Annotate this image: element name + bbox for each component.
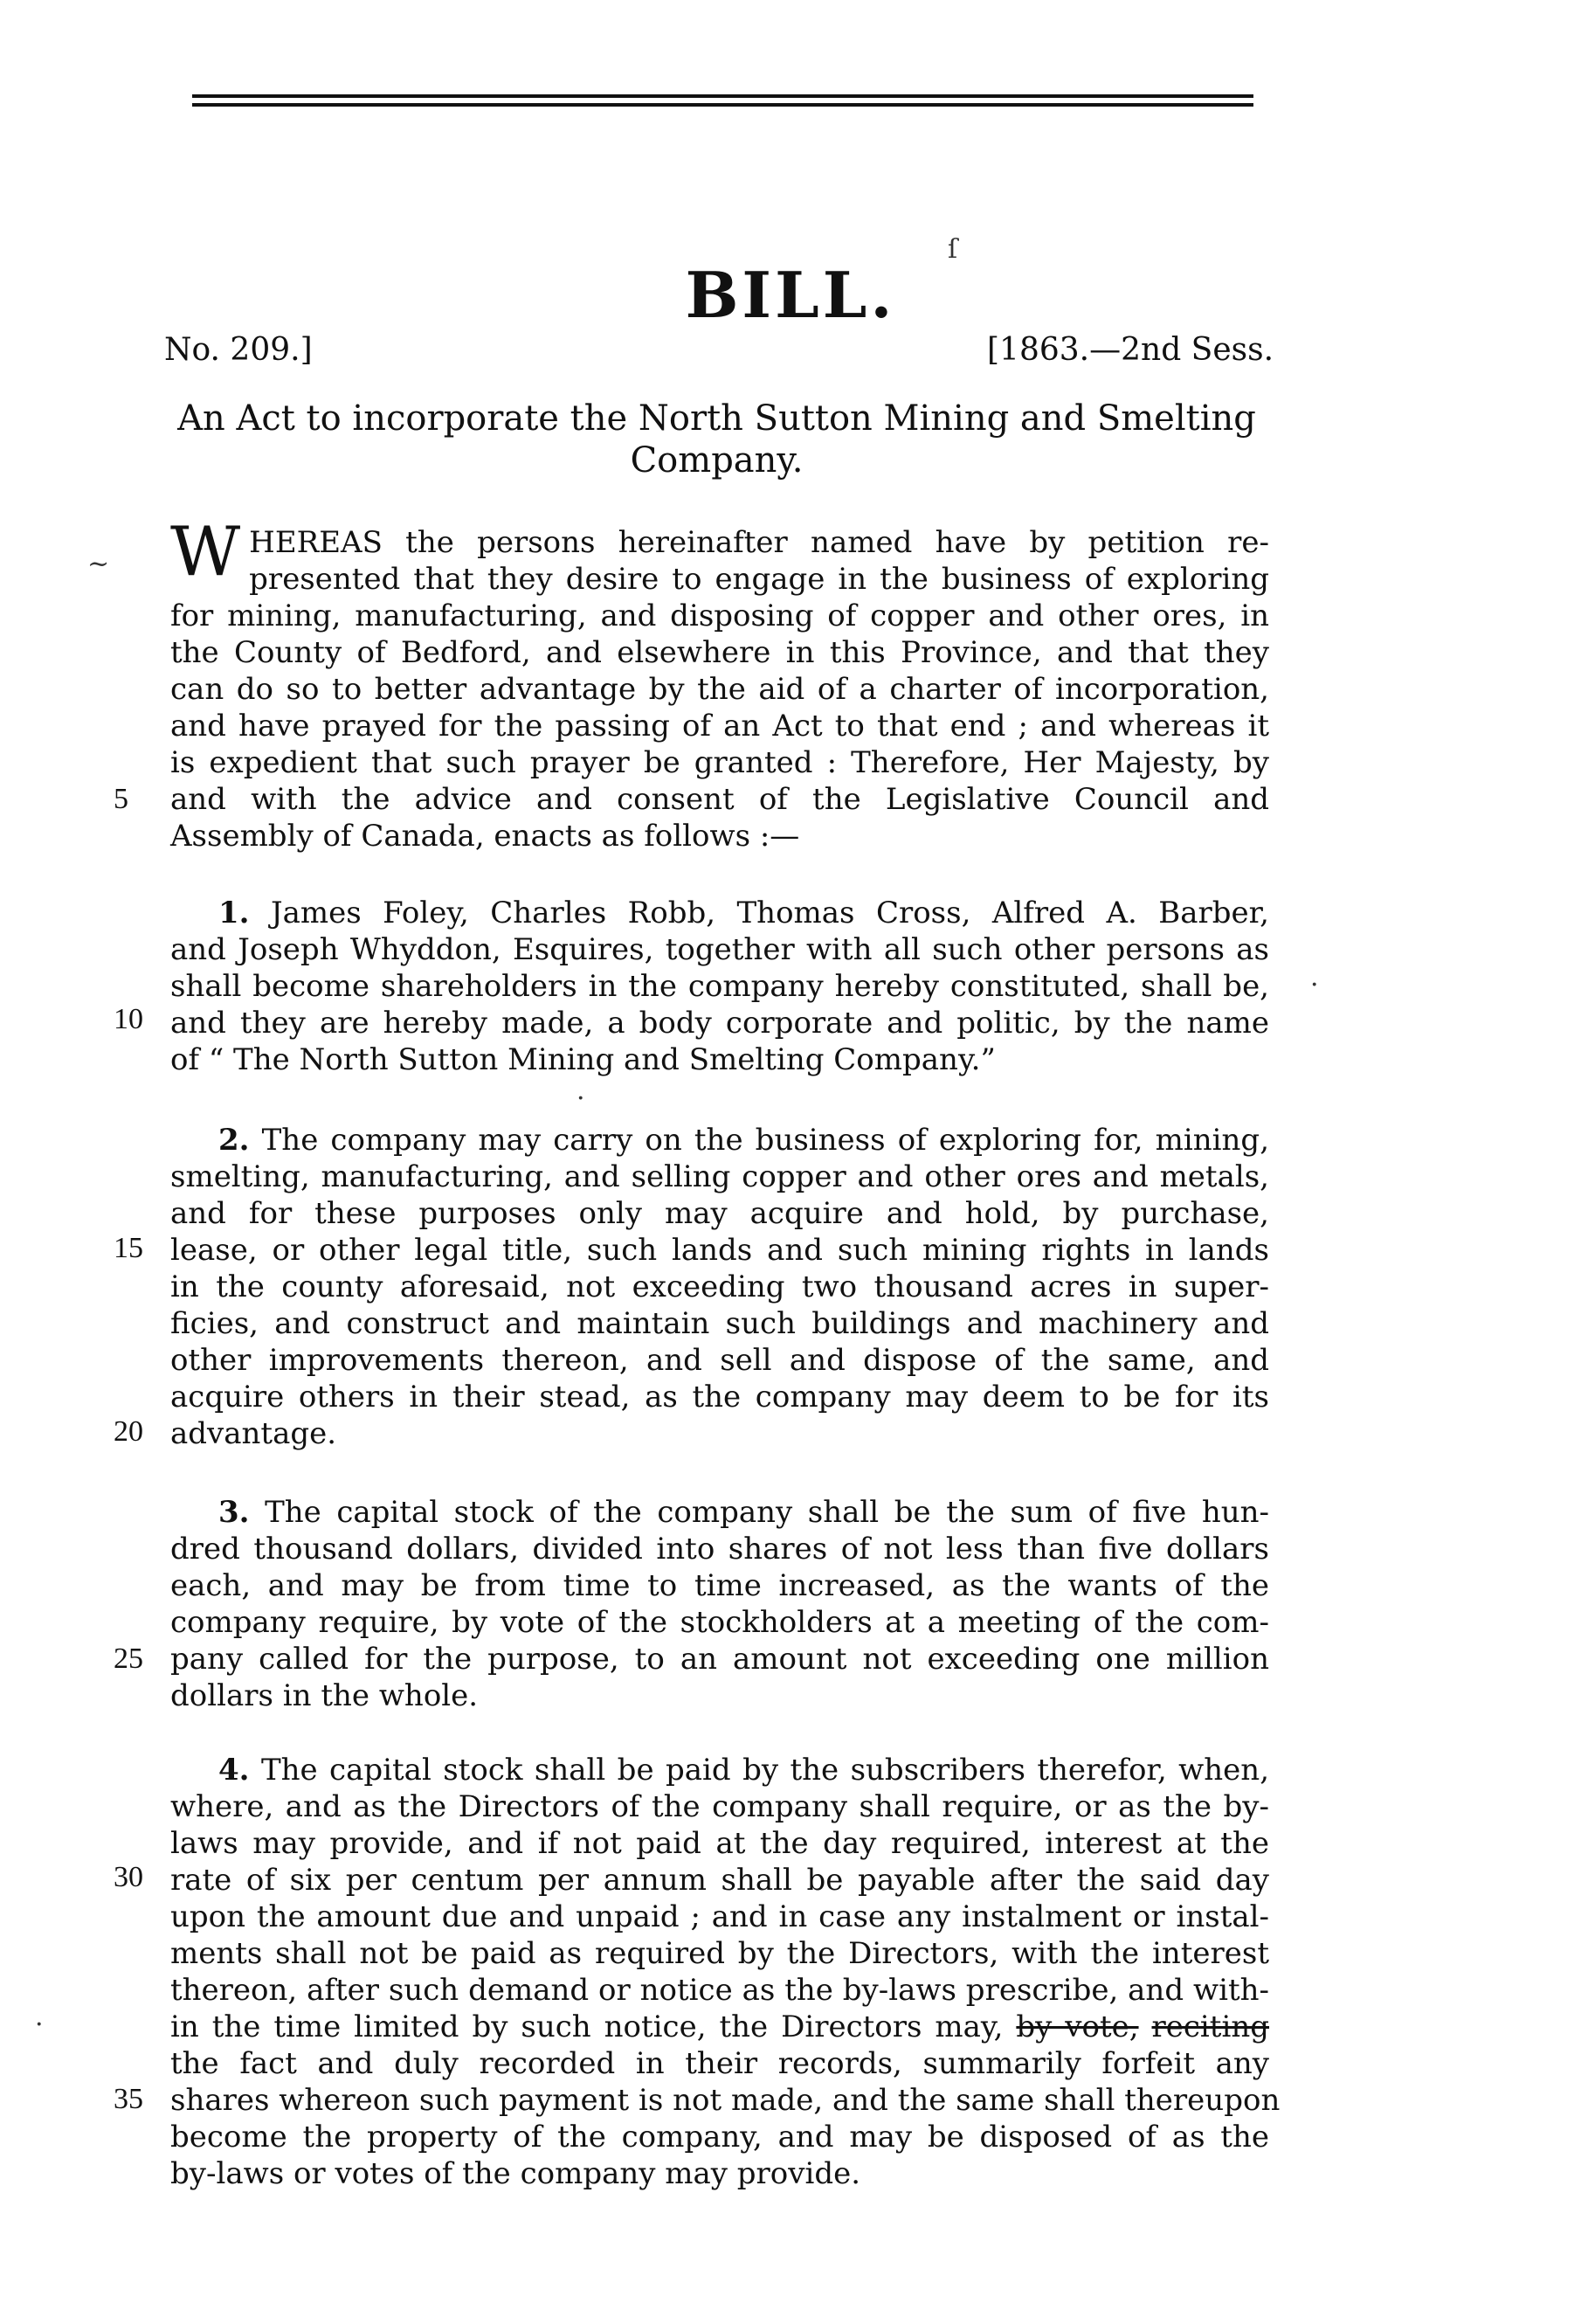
section-line [170,1122,1269,1159]
section-line: in the county aforesaid, not exceeding two thousand acres in super- [170,1269,1269,1304]
section-line: rate of six per centum per annum shall be payable after the said day [170,1863,1269,1898]
act-title-line-2: Company. [630,440,804,481]
section-text: The company may carry on the business of exploring for, mining, [261,1123,1270,1158]
section-line: and Joseph Whyddon, Esquires, together with all such other persons as [170,932,1269,967]
section-line: where, and as the Directors of the company shall require, or as the by- [170,1789,1269,1824]
preamble-line: presented that they desire to engage in the business of exploring [249,562,1269,597]
preamble [170,513,1269,854]
section-line: other improvements thereon, and sell and dispose of the same, and [170,1343,1269,1378]
section-number: 3. [218,1495,250,1530]
section-line: ments shall not be paid as required by the Directors, with the interest [170,1936,1269,1971]
section-text: The capital stock shall be paid by the subscribers therefor, when, [260,1753,1269,1788]
section-1 [170,895,1269,1078]
stray-mark: · [35,2009,44,2040]
section-text: The capital stock of the company shall be the sum of five hun- [265,1495,1269,1530]
section-line [170,2009,1269,2045]
header-rule-bottom [192,103,1253,107]
section-line: laws may provide, and if not paid at the day required, interest at the [170,1826,1269,1861]
margin-line-number: 35 [114,2083,143,2115]
struck-text: reciting [1151,2009,1270,2044]
section-line: each, and may be from time to time increased, as the wants of the [170,1568,1269,1603]
margin-line-number: 5 [114,783,128,815]
section-number: 4. [218,1753,250,1788]
preamble-line: Assembly of Canada, enacts as follows :— [170,819,800,854]
section-number: 1. [218,896,250,930]
section-line: dollars in the whole. [170,1678,479,1713]
section-line: acquire others in their stead, as the company may deem to be for its [170,1380,1269,1414]
section-line: advantage. [170,1416,337,1451]
stray-mark: ~ [87,549,110,579]
margin-line-number: 10 [114,1003,143,1035]
margin-line-number: 30 [114,1861,143,1893]
header-rule-top [192,94,1253,98]
section-line: and for these purposes only may acquire and hold, by purchase, [170,1196,1269,1231]
preamble-line: the County of Bedford, and elsewhere in this Province, and that they [170,635,1269,670]
preamble-line: and with the advice and consent of the Legislative Council and [170,782,1269,817]
section-text: in the time limited by such notice, the Directors may, [170,2009,1004,2044]
section-2 [170,1122,1269,1452]
section-line: become the property of the company, and may be disposed of as the [170,2120,1269,2155]
stray-mark: · [576,1083,585,1114]
section-line: shares whereon such payment is not made, and the same shall thereupon [170,2083,1281,2118]
section-text: James Foley, Charles Robb, Thomas Cross, Alfred A. Barber, [270,896,1269,930]
preamble-line: and have prayed for the passing of an Act to that end ; and whereas it [170,709,1269,744]
section-line: upon the amount due and unpaid ; and in case any instalment or instal- [170,1899,1269,1934]
section-line: pany called for the purpose, to an amount not exceeding one million [170,1642,1269,1677]
struck-text: by vote, [1016,2009,1139,2044]
bill-title: BILL. [685,258,896,332]
drop-cap: W [170,513,241,591]
preamble-line: HEREAS the persons hereinafter named have by petition re- [249,525,1269,560]
section-line: by-laws or votes of the company may provide. [170,2156,861,2191]
stray-mark: · [1310,970,1319,1000]
stray-mark: ſ [948,234,958,265]
section-line: of “ The North Sutton Mining and Smelting Company.” [170,1042,996,1077]
preamble-line: can do so to better advantage by the aid of a charter of incorporation, [170,672,1269,707]
section-line: lease, or other legal title, such lands and such mining rights in lands [170,1233,1269,1268]
section-4 [170,1752,1281,2192]
section-line: company require, by vote of the stockholders at a meeting of the com- [170,1605,1269,1640]
act-title-line-1: An Act to incorporate the North Sutton Mining and Smelting [177,398,1256,439]
section-line: shall become shareholders in the company hereby constituted, shall be, [170,969,1269,1004]
section-line [170,895,1269,931]
section-line: smelting, manufacturing, and selling copper and other ores and metals, [170,1159,1269,1194]
bill-number: No. 209.] [164,332,313,368]
act-title [164,398,1269,481]
section-line [170,1752,1269,1788]
section-3 [170,1494,1269,1714]
section-line: ficies, and construct and maintain such buildings and machinery and [170,1306,1269,1341]
section-line: dred thousand dollars, divided into shares of not less than five dollars [170,1532,1269,1567]
margin-line-number: 25 [114,1643,143,1675]
margin-line-number: 15 [114,1232,143,1264]
section-number: 2. [218,1123,250,1158]
section-line: thereon, after such demand or notice as the by-laws prescribe, and with- [170,1973,1269,2008]
section-line [170,1494,1269,1531]
session-label: [1863.—2nd Sess. [987,332,1274,368]
section-line: the fact and duly recorded in their records, summarily forfeit any [170,2046,1269,2081]
preamble-line: is expedient that such prayer be granted : Therefore, Her Majesty, by [170,745,1269,780]
preamble-line: for mining, manufacturing, and disposing of copper and other ores, in [170,598,1269,633]
margin-line-number: 20 [114,1415,143,1448]
section-line: and they are hereby made, a body corporate and politic, by the name [170,1006,1269,1041]
